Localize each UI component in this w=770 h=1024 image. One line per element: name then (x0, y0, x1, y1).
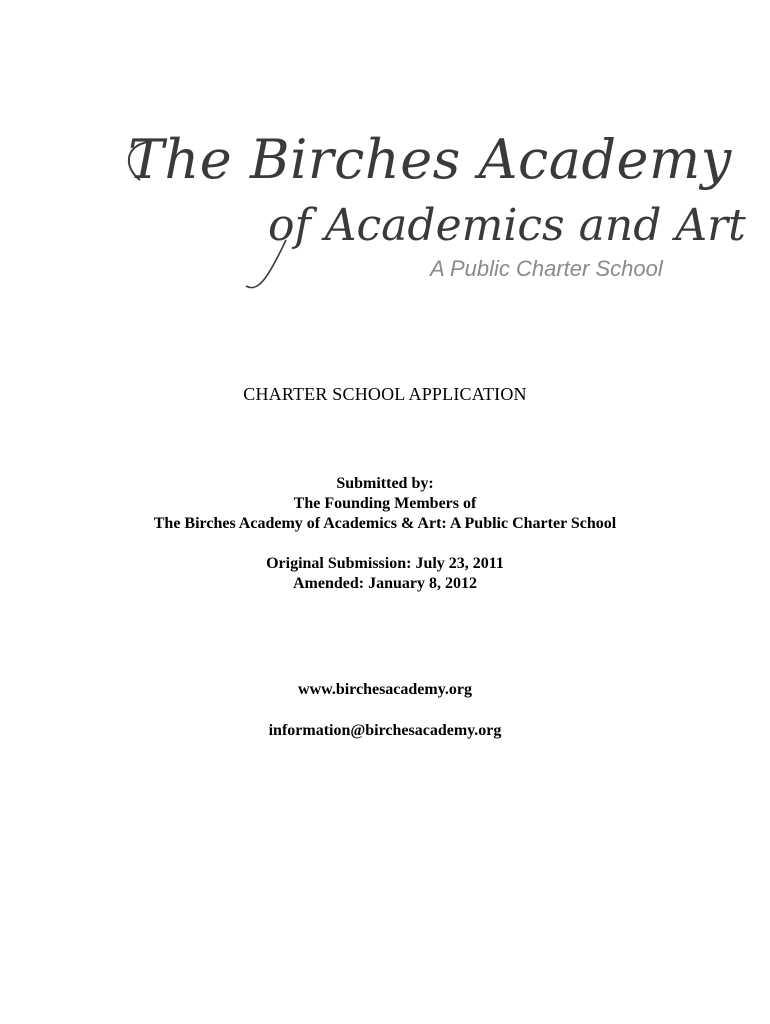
document-title: CHARTER SCHOOL APPLICATION (243, 384, 527, 404)
logo-tagline: A Public Charter School (430, 256, 663, 281)
submitted-by-label: Submitted by: (336, 475, 434, 492)
original-submission-date: Original Submission: July 23, 2011 (266, 555, 504, 572)
dates-block (0, 554, 770, 594)
submission-block (0, 474, 770, 534)
email-link[interactable]: information@birchesacademy.org (268, 722, 502, 739)
logo-line-2: of Academics and Art (268, 200, 746, 251)
founders-line: The Founding Members of (293, 495, 477, 512)
school-name-line: The Birches Academy of Academics & Art: A Public Charter School (153, 515, 617, 532)
amended-date: Amended: January 8, 2012 (292, 575, 477, 592)
school-logo (118, 128, 746, 308)
logo-line-1: The Birches Academy (128, 128, 732, 191)
website-link[interactable]: www.birchesacademy.org (298, 681, 472, 698)
